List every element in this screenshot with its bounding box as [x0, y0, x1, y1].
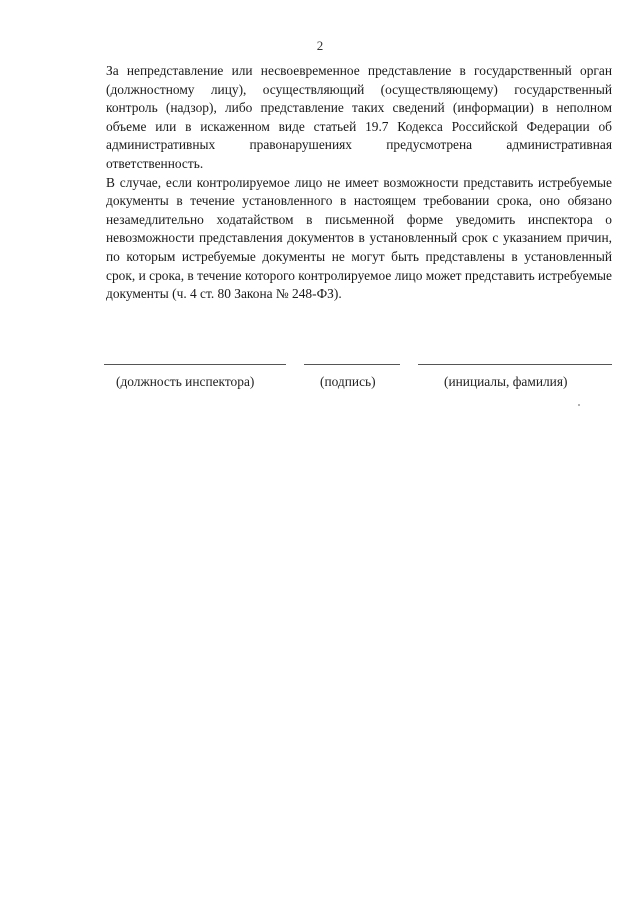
- name-caption: (инициалы, фамилия): [444, 374, 568, 389]
- paragraph-extension-request: В случае, если контролируемое лицо не имеет возможности представить истребуемые документы в течение установленного в настоящем требовании срока, оно обязано незамедлительно ходатайством в письменной форме уведомить инспектора о невозможности представления документов в установленный срок с указанием причин, по которым истребуемые документы не могут быть представлены в установленный срок, и срока, в течение которого контролируемое лицо может представить истребуемые документы (ч. 4 ст. 80 Закона № 248-ФЗ).: [106, 174, 612, 302]
- page-number: 2: [316, 38, 324, 53]
- signature-caption: (подпись): [320, 374, 376, 389]
- signature-block: [0, 364, 640, 404]
- signature-underline: [304, 364, 400, 365]
- name-underline: [418, 364, 612, 365]
- position-underline: [104, 364, 286, 365]
- scan-speck: [578, 404, 580, 406]
- position-caption: (должность инспектора): [116, 374, 255, 389]
- document-body: [106, 62, 612, 304]
- paragraph-liability: За непредставление или несвоевременное представление в государственный орган (должностному лицу), осуществляющий (осуществляющему) государственный контроль (надзор), либо представление таких сведений (информации) в неполном объеме или в искаженном виде статьей 19.7 Кодекса Российской Федерации об административных правонарушениях предусмотрена административная ответственность.: [106, 63, 612, 171]
